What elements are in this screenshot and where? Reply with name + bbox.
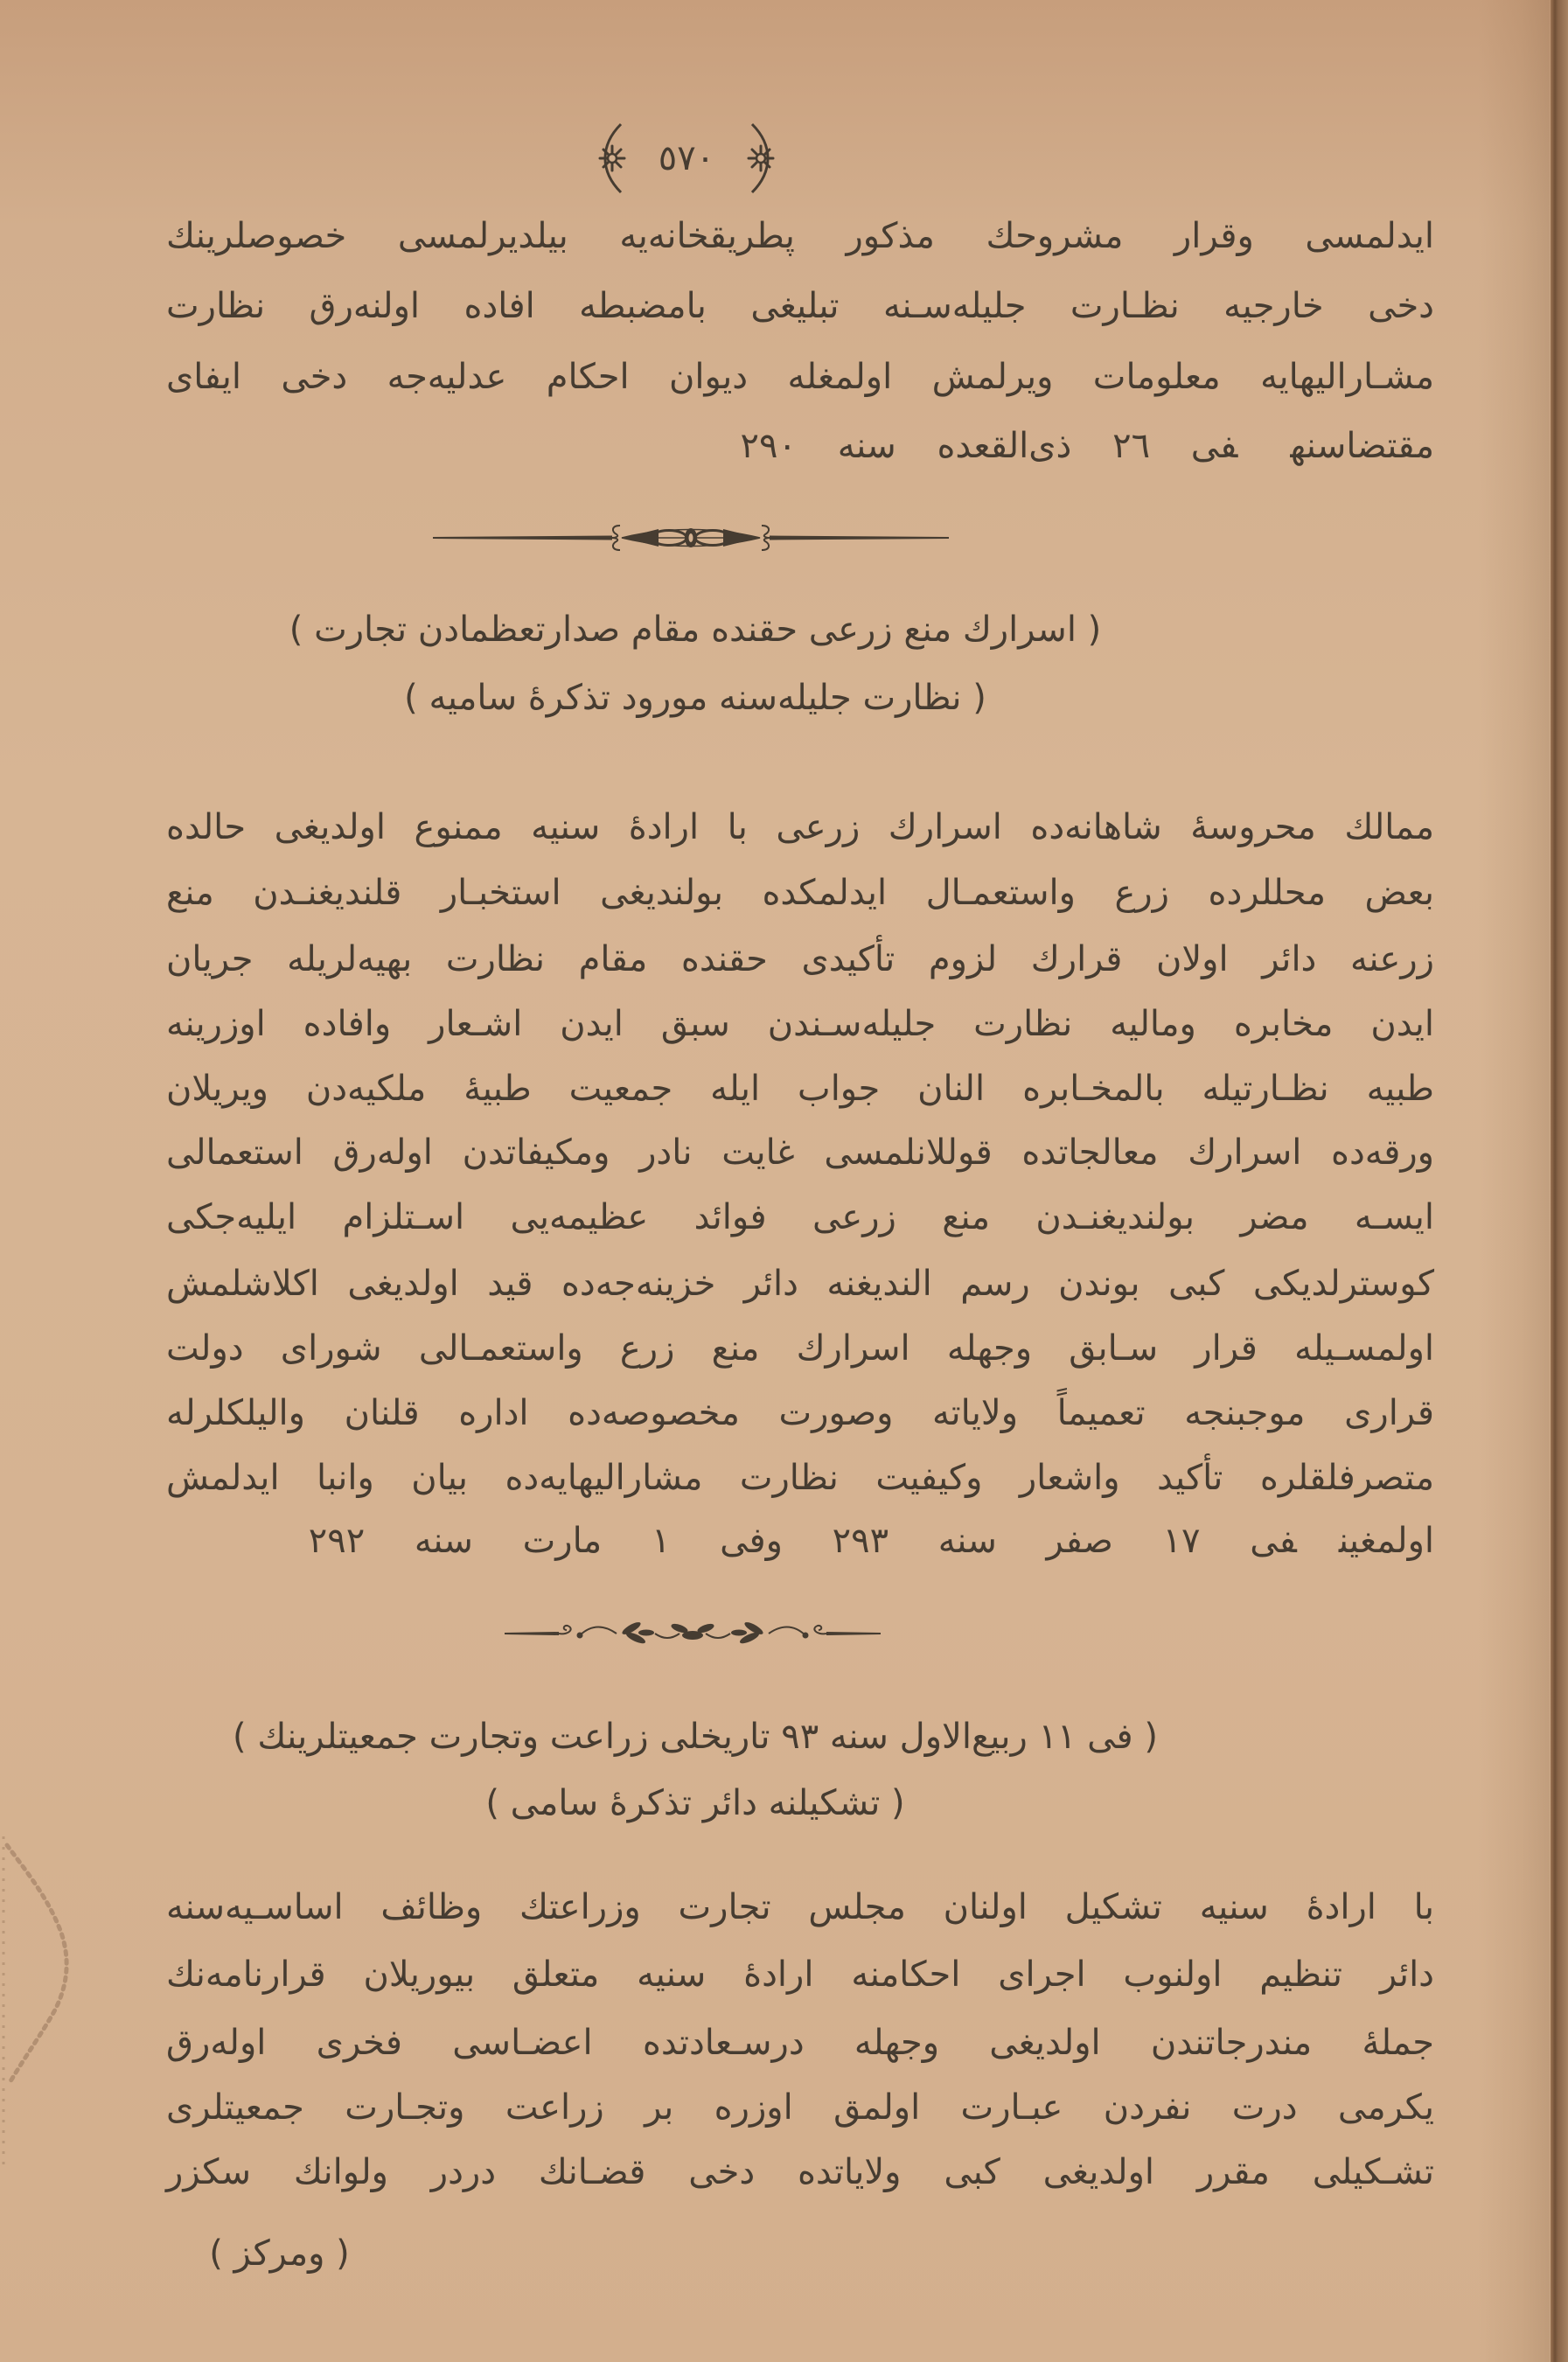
date-line: فی ٢٦ ذی‌القعده سنه ٢٩٠ [740,426,1238,466]
body-line: دائر تنظیم اولنوب اجرای احکامنه ارادهٔ سنیه متعلق بیوریلان قرارنامه‌نك [166,1954,1434,1995]
page-number: ٥٧٠ [658,138,715,178]
section-subheading: ( تشکیلنه دائر تذکرهٔ سامی ) [485,1783,905,1823]
body-line: طبیه نظـارتیله بالمخـابره النان جواب ایله جمعیت طبیهٔ ملکیه‌دن ویریلان [166,1069,1434,1109]
scroll-rule-divider-icon [433,522,949,554]
body-line: با ارادهٔ سنیه تشکیل اولنان مجلس تجارت وزراعتك وظائف اساسـیه‌سنه [166,1887,1434,1927]
floral-rule-divider-icon [505,1616,881,1648]
binding-shadow [1551,0,1568,2362]
body-line: ممالك محروسهٔ شاهانه‌ده اسرارك زرعی با ارادهٔ سنیه ممنوع اولدیغی حالده [166,807,1434,847]
closing-lead-word: اولمغین [1338,1521,1434,1561]
body-line: متصرفلقلره تأکید واشعار وکیفیت نظارت مشارالیهایه‌ده بیان وانبا ایدلمش [166,1458,1434,1498]
body-line: ایدلمسی وقرار مشروحك مذكور پطریقخانه‌یه بیلدیرلمسی خصوصلرینك [166,216,1434,256]
closing-line [166,414,1434,478]
body-line: اولمسـیله قرار سـابق وجهله اسرارك منع زرع واستعمـالی شورای دولت [166,1328,1434,1369]
body-line: ایسـه مضر بولندیغنـدن منع زرعی فوائد عظیمه‌یی اسـتلزام ایلیه‌جکی [166,1197,1434,1237]
body-line: کوسترلدیکی کبی بوندن رسم النديغنه دائر خزینه‌جه‌ده قید اولدیغی اکلاشلمش [166,1264,1434,1304]
body-line: یکرمی درت نفردن عبـارت اولمق اوزره بر زراعت وتجـارت جمعیتلری [166,2087,1434,2128]
date-line: فی ١٧ صفر سنه ٢٩٣ وفی ١ مارت سنه ٢٩٢ [308,1521,1297,1561]
body-line: بعض محللرده زرع واستعمـال ایدلمکده بولندیغی استخبـار قلندیغنـدن منع [166,873,1434,913]
body-line: مشـارالیهایه معلومات ویرلمش اولمغله دیوان احکام عدلیه‌جه دخی ایفای [166,357,1434,397]
section-heading: ( اسرارك منع زرعی حقنده مقام صدارتعظمادن تجارت ) [289,610,1102,650]
section-heading: ( فی ١١ ربیع‌الاول سنه ٩٣ تاریخلی زراعت وتجارت جمعیتلرینك ) [233,1717,1158,1757]
star-ornament-right-icon [743,121,778,196]
body-line: تشـکیلی مقرر اولدیغی کبی ولایاتده دخی قضـانك دردر ولوانك سکزر [166,2152,1434,2192]
page-number-header [595,121,778,196]
body-line: دخی خارجیه نظـارت جلیله‌سـنه تبلیغی بامضبطه افاده اولنه‌رق نظارت [166,286,1434,326]
closing-line [166,1508,1434,1573]
body-line: جملهٔ مندرجاتندن اولدیغی وجهله درسـعادتده اعضـاسی فخری اوله‌رق [166,2023,1434,2063]
star-ornament-left-icon [595,121,630,196]
section-subheading: ( نظارت جلیله‌سنه مورود تذکرهٔ سامیه ) [404,678,986,718]
paper-stain-mark [0,1836,96,2169]
body-line: زرعنه دائر اولان قرارك لزوم تأکیدی حقنده مقام نظارت بهیه‌لریله جریان [166,939,1434,979]
body-line: ایدن مخابره ومالیه نظارت جلیله‌سـندن سبق ایدن اشـعار وافاده اوزرینه [166,1004,1434,1044]
closing-lead-word: مقتضاسنه [1290,426,1434,466]
catchword: ( ومرکز ) [209,2233,350,2274]
body-line: قراری موجبنجه تعمیماً ولایاته وصورت مخصوصه‌ده اداره قلنان والیلکلرله [166,1393,1434,1433]
body-line: ورقه‌ده اسرارك معالجاتده قوللانلمسی غایت نادر ومکیفاتدن اوله‌رق استعمالی [166,1132,1434,1173]
